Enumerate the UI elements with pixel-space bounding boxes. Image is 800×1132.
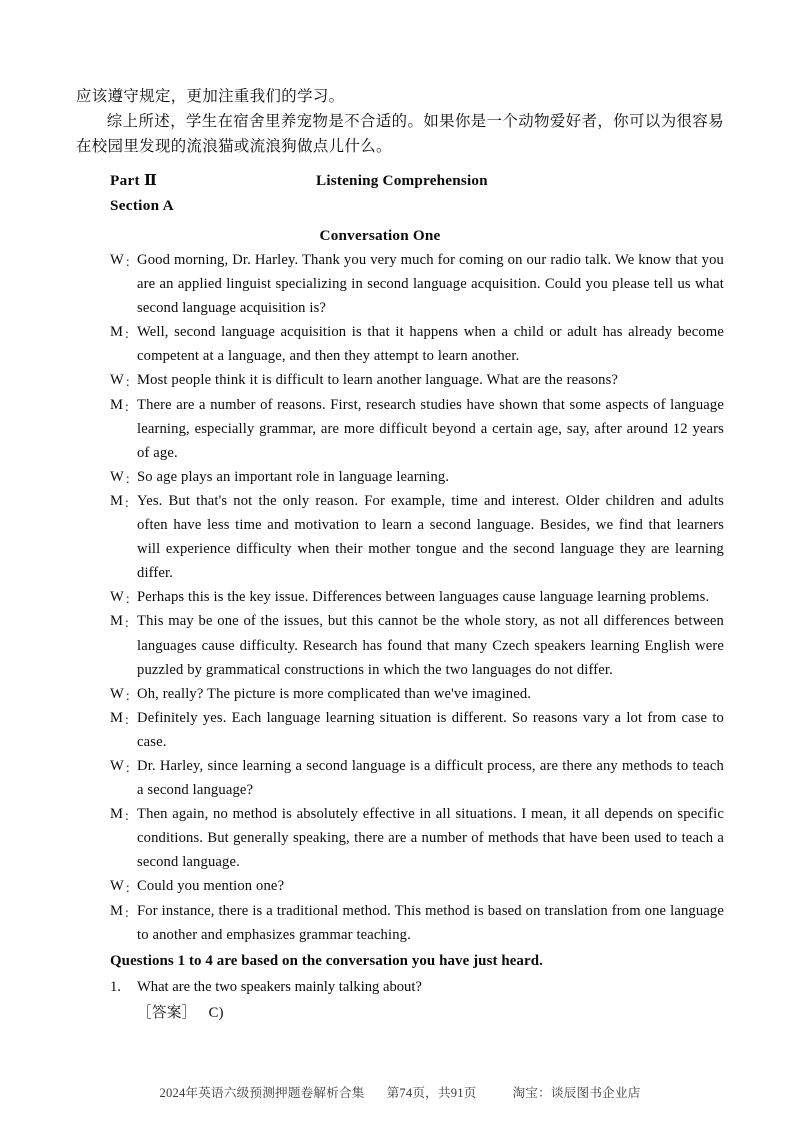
part-title: Listening Comprehension [316, 172, 488, 189]
dialogue-text: Well, second language acquisition is that it happens when a child or adult has already become competent at a language, and then they attempt to learn another. [137, 324, 724, 365]
speaker-label: W： [110, 589, 138, 607]
dialogue-turn [76, 393, 724, 465]
dialogue-turn [76, 368, 724, 392]
answer-label: ［答案］ [137, 1005, 197, 1022]
dialogue-turn [76, 248, 724, 320]
footer-page-info: 第74页，共91页 [386, 1086, 477, 1100]
footer-title: 2024年英语六级预测押题卷解析合集 [159, 1086, 365, 1100]
dialogue-turn [76, 706, 724, 754]
dialogue-text: Good morning, Dr. Harley. Thank you very much for coming on our radio talk. We know that you are an applied linguist specializing in second language acquisition. Could you please tell us what second language acquisition is? [137, 252, 724, 317]
speaker-label: M： [110, 396, 137, 414]
dialogue-text: So age plays an important role in language learning. [137, 468, 450, 485]
dialogue-text: Perhaps this is the key issue. Differences between languages cause language learning problems. [137, 589, 710, 606]
speaker-label: W： [110, 757, 138, 775]
dialogue-turn [76, 682, 724, 706]
dialogue-text: Most people think it is difficult to learn another language. What are the reasons? [137, 372, 619, 389]
answer-line [137, 1001, 724, 1026]
page-content [76, 84, 724, 1026]
conversation-title: Conversation One [319, 227, 441, 244]
speaker-label: M： [110, 492, 137, 510]
speaker-label: M： [110, 709, 137, 727]
dialogue-text: There are a number of reasons. First, research studies have shown that some aspects of language learning, especially grammar, are more difficult beyond a certain age, say, after around 12 years of age. [137, 396, 724, 461]
chinese-paragraph-2: 综上所述，学生在宿舍里养宠物是不合适的。如果你是一个动物爱好者，你可以为很容易在校园里发现的流浪猫或流浪狗做点儿什么。 [76, 113, 724, 155]
dialogue-turn [76, 899, 724, 947]
dialogue-text: Could you mention one? [137, 878, 285, 895]
section-heading: Section A [110, 197, 174, 214]
page-footer [0, 1082, 800, 1101]
dialogue-text: For instance, there is a traditional method. This method is based on translation from one language to another and emphasizes grammar teaching. [137, 902, 724, 943]
speaker-label: W： [110, 878, 138, 896]
dialogue-text: Definitely yes. Each language learning situation is different. So reasons vary a lot from case to case. [137, 709, 724, 750]
dialogue-text: Then again, no method is absolutely effective in all situations. I mean, it all depends on specific conditions. But generally speaking, there are a number of methods that have been used to teach a second language. [137, 806, 724, 871]
question-item [76, 975, 724, 1000]
dialogue-text: Yes. But that's not the only reason. For example, time and interest. Older children and adults often have less time and motivation to learn a second language. Besides, we find that learners will experience difficulty when their mother tongue and the second language they are learning differ. [137, 492, 724, 582]
speaker-label: W： [110, 372, 138, 390]
dialogue-turn [76, 609, 724, 681]
footer-shop: 淘宝：谈辰图书企业店 [512, 1086, 641, 1100]
speaker-label: W： [110, 685, 138, 703]
dialogue-turn [76, 465, 724, 489]
chinese-paragraph-1: 应该遵守规定，更加注重我们的学习。 [76, 88, 345, 105]
question-text: What are the two speakers mainly talking about? [137, 978, 422, 995]
speaker-label: W： [110, 468, 138, 486]
dialogue-turn [76, 802, 724, 874]
dialogue-text: This may be one of the issues, but this cannot be the whole story, as not all differences between languages cause difficulty. Research has found that many Czech speakers learning English were puzzled by grammatical constructions in which the two languages do not differ. [137, 613, 724, 678]
part-label: Part Ⅱ [110, 172, 158, 189]
dialogue-turn [76, 874, 724, 898]
speaker-label: M： [110, 806, 137, 824]
question-number: 1. [110, 978, 121, 995]
questions-instruction: Questions 1 to 4 are based on the conversation you have just heard. [110, 952, 543, 969]
speaker-label: W： [110, 252, 138, 269]
speaker-label: M： [110, 613, 137, 631]
dialogue-turn [76, 320, 724, 368]
speaker-label: M： [110, 324, 137, 342]
dialogue-turn [76, 489, 724, 585]
dialogue-text: Dr. Harley, since learning a second language is a difficult process, are there any methods to teach a second language? [137, 757, 724, 799]
answer-value: C) [208, 1005, 224, 1022]
dialogue-turn [76, 585, 724, 609]
part-heading-row [76, 168, 724, 193]
dialogue-turn [76, 754, 724, 802]
dialogue-text: Oh, really? The picture is more complicated than we've imagined. [137, 685, 532, 702]
speaker-label: M： [110, 902, 137, 920]
